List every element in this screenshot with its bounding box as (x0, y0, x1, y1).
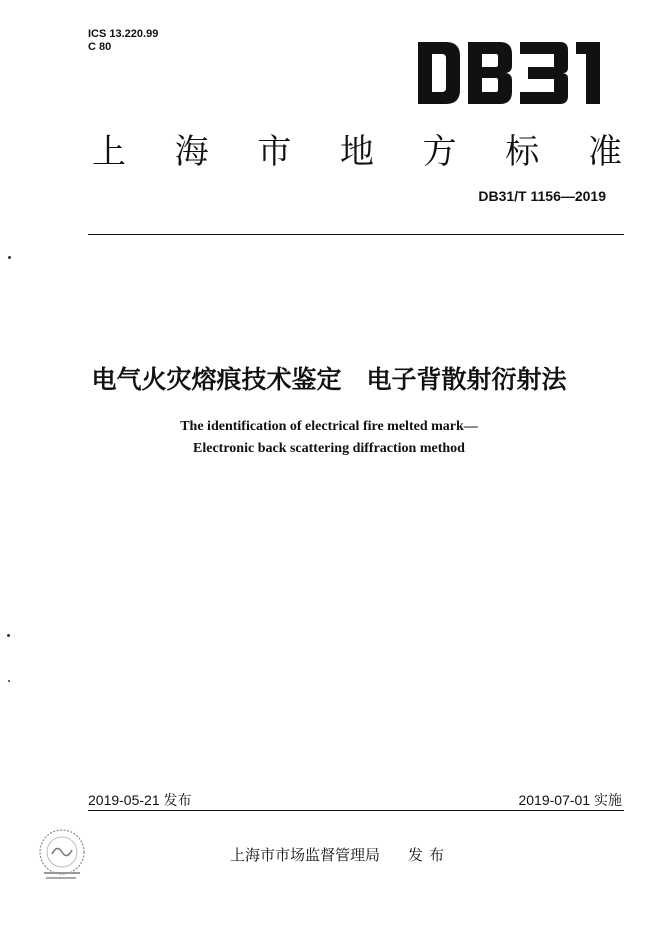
document-title-en-line1: The identification of electrical fire melted mark— (180, 419, 478, 434)
issuer-action: 发布 (408, 846, 451, 864)
ccs-code: C 80 (88, 41, 112, 53)
scan-speck (7, 634, 10, 637)
classification-codes (88, 28, 158, 54)
title-char: 方 (422, 132, 457, 172)
title-char: 海 (174, 132, 209, 172)
footer-divider (88, 810, 624, 811)
issuing-authority (230, 844, 450, 865)
db31-logo (416, 40, 606, 106)
title-char: 市 (257, 132, 292, 172)
title-char: 地 (339, 132, 374, 172)
standard-number: DB31/T 1156—2019 (478, 188, 606, 204)
watermark-seal-icon (30, 822, 94, 886)
title-char: 上 (92, 132, 126, 172)
title-char: 标 (505, 132, 540, 172)
document-title-en-line2: Electronic back scattering diffraction method (193, 441, 465, 456)
title-char: 准 (587, 132, 622, 172)
header-divider (88, 234, 624, 235)
scan-speck (8, 680, 10, 682)
ics-code: ICS 13.220.99 (88, 28, 159, 40)
standard-type-title (92, 124, 622, 173)
document-title-cn: 电气火灾熔痕技术鉴定 电子背散射衍射法 (91, 365, 567, 394)
issue-date: 2019-05-21 发布 (88, 792, 192, 808)
implementation-date: 2019-07-01 实施 (518, 792, 622, 808)
issuer-name: 上海市市场监督管理局 (230, 846, 381, 864)
scan-speck (8, 256, 11, 259)
